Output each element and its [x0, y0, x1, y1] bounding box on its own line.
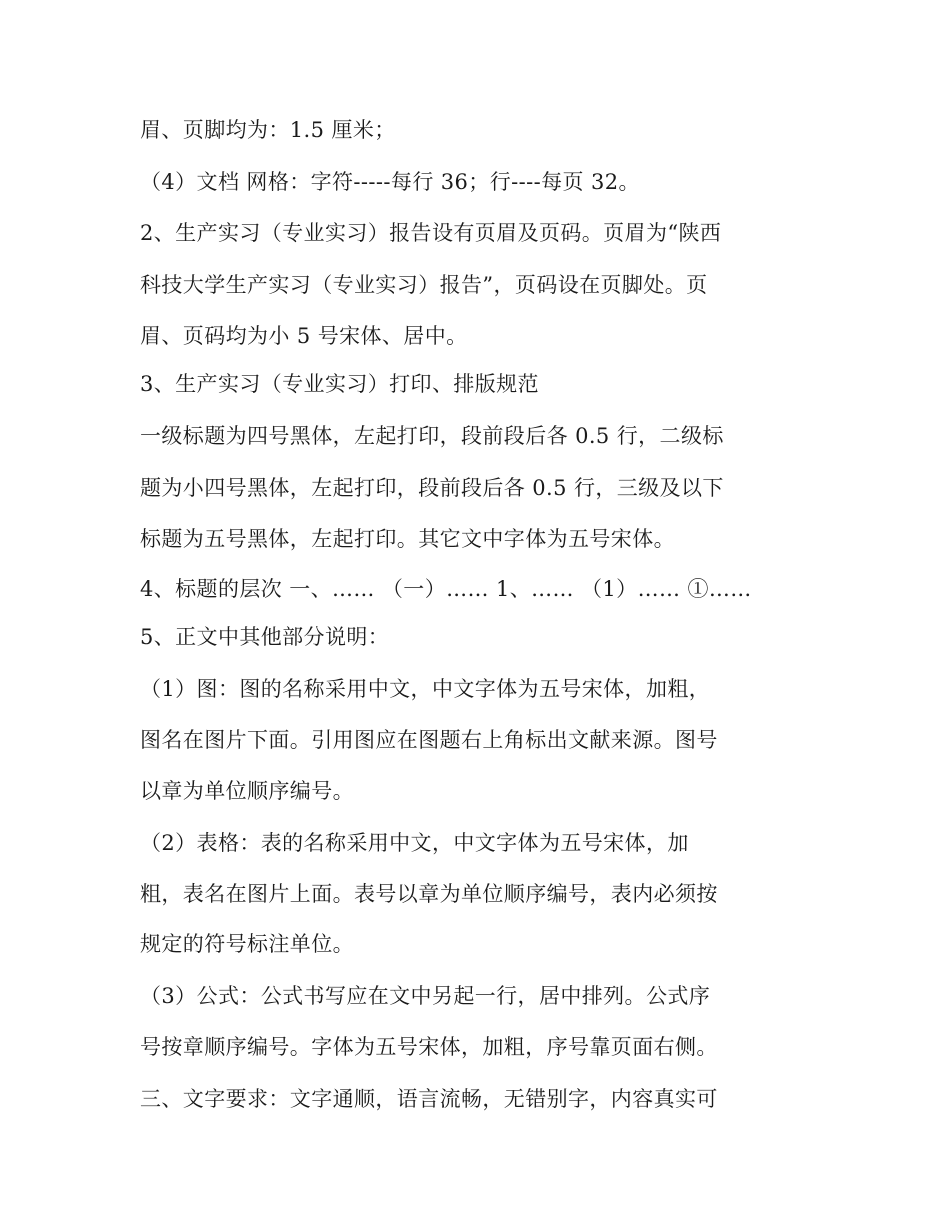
- text-line-figure-rules-2: 图名在图片下面。引用图应在图题右上角标出文献来源。图号: [140, 728, 718, 752]
- text-line-document-grid: （4）文档 网格：字符-----每行 36；行----每页 32。: [140, 170, 640, 194]
- text-line-figure-rules-1: （1）图：图的名称采用中文，中文字体为五号宋体，加粗，: [140, 677, 711, 701]
- text-line-print-layout-heading: 3、生产实习（专业实习）打印、排版规范: [140, 372, 539, 396]
- text-line-header-page-number-2: 科技大学生产实习（专业实习）报告”，页码设在页脚处。页: [140, 273, 708, 297]
- text-line-table-rules-3: 规定的符号标注单位。: [140, 932, 354, 956]
- text-line-figure-rules-3: 以章为单位顺序编号。: [140, 779, 354, 803]
- text-line-heading-fonts-3: 标题为五号黑体，左起打印。其它文中字体为五号宋体。: [140, 527, 675, 551]
- text-line-heading-fonts-2: 题为小四号黑体，左起打印，段前段后各 0.5 行，三级及以下: [140, 476, 724, 500]
- text-line-table-rules-2: 粗，表名在图片上面。表号以章为单位顺序编号，表内必须按: [140, 882, 718, 906]
- text-line-header-footer-margin: 眉、页脚均为：1.5 厘米；: [140, 118, 396, 142]
- text-line-formula-rules-2: 号按章顺序编号。字体为五号宋体，加粗，序号靠页面右侧。: [140, 1035, 718, 1059]
- text-line-header-page-number-3: 眉、页码均为小 5 号宋体、居中。: [140, 324, 468, 348]
- text-line-formula-rules-1: （3）公式：公式书写应在文中另起一行，居中排列。公式序: [140, 984, 711, 1008]
- text-line-writing-requirements: 三、文字要求：文字通顺，语言流畅，无错别字，内容真实可: [140, 1087, 718, 1111]
- text-line-table-rules-1: （2）表格：表的名称采用中文，中文字体为五号宋体，加: [140, 831, 689, 855]
- text-line-header-page-number-1: 2、生产实习（专业实习）报告设有页眉及页码。页眉为“陕西: [140, 221, 722, 245]
- text-line-body-notes-heading: 5、正文中其他部分说明：: [140, 625, 390, 649]
- text-line-heading-fonts-1: 一级标题为四号黑体，左起打印，段前段后各 0.5 行，二级标: [140, 424, 724, 448]
- text-line-heading-levels: 4、标题的层次 一、…… （一）…… 1、…… （1）…… ①……: [140, 577, 752, 601]
